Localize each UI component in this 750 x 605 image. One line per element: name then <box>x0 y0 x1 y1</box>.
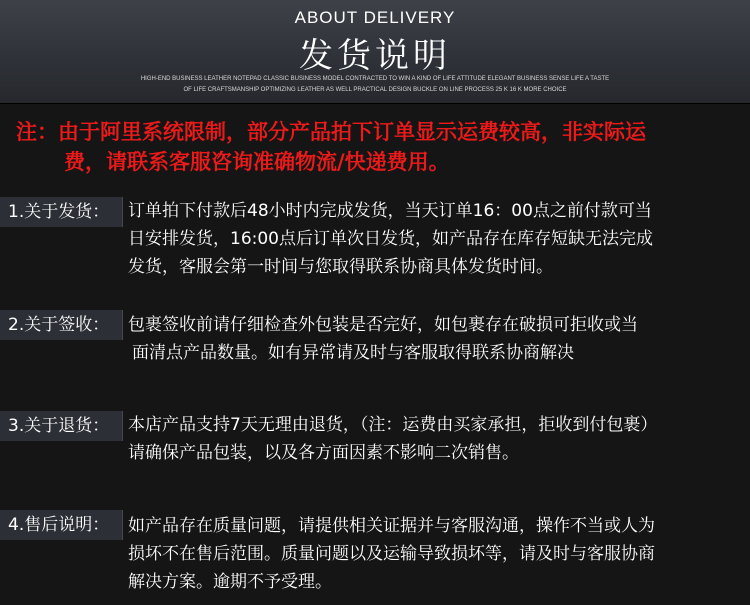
section-body-delivery <box>128 197 746 281</box>
section-line: 订单拍下付款后48小时内完成发货，当天订单16：00点之前付款可当 <box>128 201 652 221</box>
section-label-after-sales: 4.售后说明： <box>0 510 123 540</box>
section-body-returns <box>128 411 746 467</box>
section-label-receipt: 2.关于签收： <box>0 310 123 340</box>
section-line: 请确保产品包装，以及各方面因素不影响二次销售。 <box>128 443 519 463</box>
header-title-cn: 发货说明 <box>299 36 451 76</box>
section-line: 解决方案。逾期不予受理。 <box>128 572 332 592</box>
shipping-fee-notice <box>16 117 741 177</box>
header-tagline-2: OF LIFE CRAFTSMANSHIP OPTIMIZING LEATHER AS WELL PRACTICAL DESIGN BUCKLE ON LINE PROCESS 25 K 16 K MORE CHOICE <box>183 87 567 93</box>
notice-line-1: 注：由于阿里系统限制，部分产品拍下订单显示运费较高，非实际运 <box>16 120 646 144</box>
section-line: 包裹签收前请仔细检查外包装是否完好，如包裹存在破损可拒收或当 <box>128 315 638 335</box>
header-banner <box>0 0 750 104</box>
header-tagline-1: HIGH-END BUSINESS LEATHER NOTEPAD CLASSIC BUSINESS MODEL CONTRACTED TO WIN A KIND OF LIFE ATTITUDE ELEGANT BUSINESS SENSE LIFE A TASTE <box>140 76 610 82</box>
section-line: 如产品存在质量问题，请提供相关证据并与客服沟通，操作不当或人为 <box>128 516 655 536</box>
section-line: 发货，客服会第一时间与您取得联系协商具体发货时间。 <box>128 257 553 277</box>
section-line: 损坏不在售后范围。质量问题以及运输导致损坏等，请及时与客服协商 <box>128 544 655 564</box>
section-body-receipt <box>128 311 746 367</box>
notice-line-2: 费，请联系客服咨询准确物流/快递费用。 <box>64 150 450 174</box>
header-title-en: ABOUT DELIVERY <box>294 8 456 27</box>
section-label-delivery: 1.关于发货： <box>0 197 123 227</box>
section-line: 日安排发货，16:00点后订单次日发货，如产品存在库存短缺无法完成 <box>128 229 653 249</box>
section-body-after-sales <box>128 512 746 596</box>
section-line: 面清点产品数量。如有异常请及时与客服取得联系协商解决 <box>132 343 574 363</box>
section-label-returns: 3.关于退货： <box>0 411 123 441</box>
section-line: 本店产品支持7天无理由退货，（注：运费由买家承担，拒收到付包裹） <box>128 415 658 435</box>
